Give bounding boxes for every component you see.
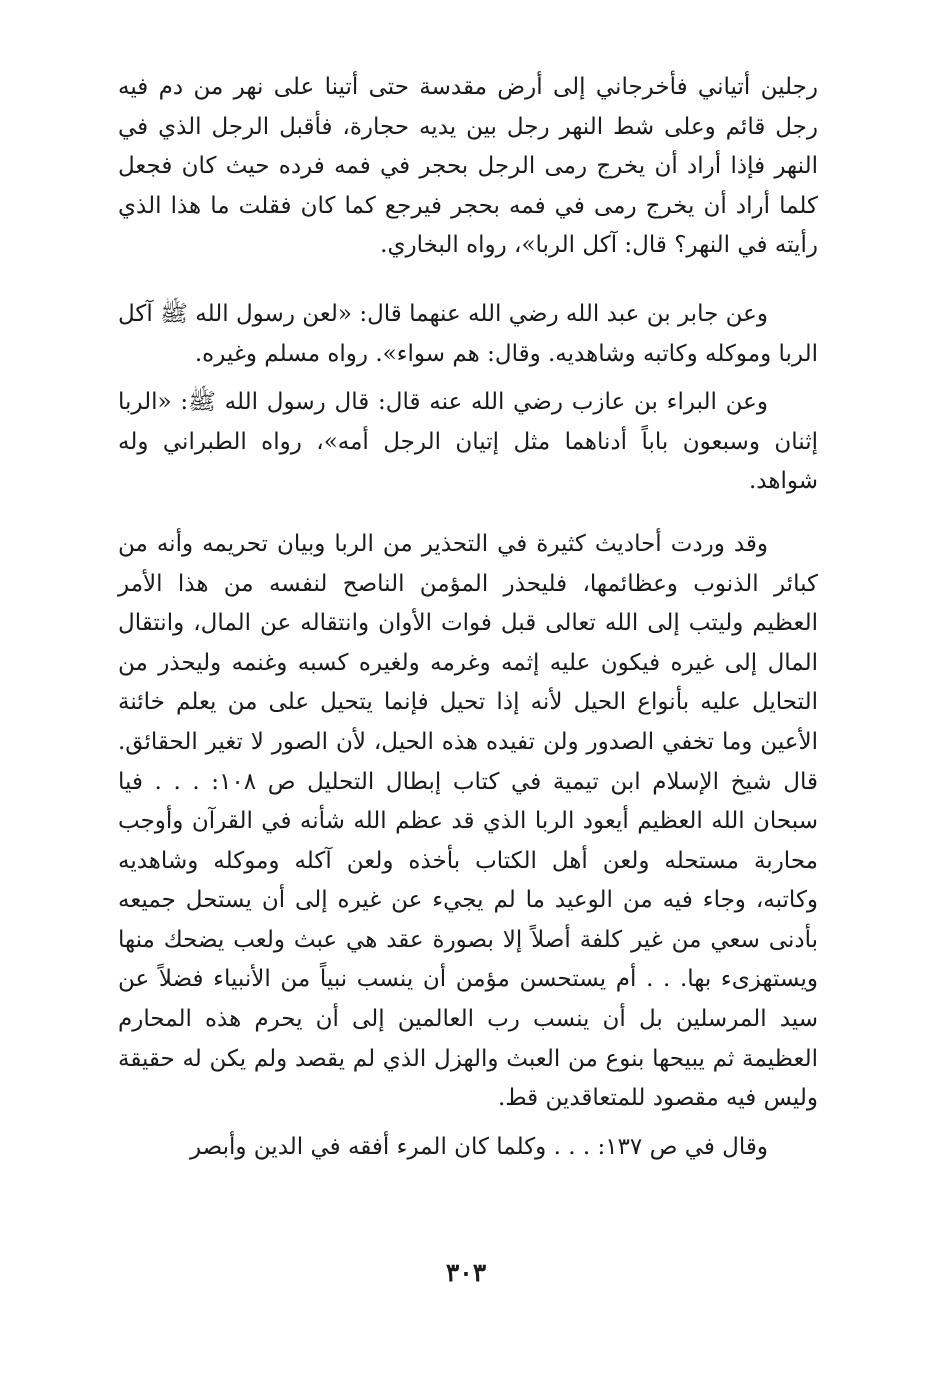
page-number: ٣٠٣ xyxy=(445,1258,487,1287)
paragraph-hadith-continuation: رجلين أتياني فأخرجاني إلى أرض مقدسة حتى أتينا على نهر من دم فيه رجل قائم وعلى شط النهر رجل بين يديه حجارة، فأقبل الرجل الذي في النهر فإذا أراد أن يخرج رمى الرجل بحجر في فمه فرده حيث كان فجعل كلما أراد أن يخرج رمى في فمه بحجر فيرجع كما كان فقلت ما هذا الذي رأيته في النهر؟ قال: آكل الربا»، رواه البخاري. xyxy=(118,74,818,259)
paragraph-jabir-hadith: وعن جابر بن عبد الله رضي الله عنهما قال: «لعن رسول الله ﷺ آكل الربا وموكله وكاتبه وشاهديه. وقال: هم سواء». رواه مسلم وغيره. xyxy=(118,300,818,367)
paragraph-warning-commentary: وقد وردت أحاديث كثيرة في التحذير من الربا وبيان تحريمه وأنه من كبائر الذنوب وعظائمها، فليحذر المؤمن الناصح لنفسه من هذا الأمر العظيم وليتب إلى الله تعالى قبل فوات الأوان وانتقاله عن المال، وانتقال المال إلى غيره فيكون عليه إثمه وغرمه ولغيره كسبه وغنمه وليحذر من التحايل عليه بأنواع الحيل لأنه إذا تحيل فإنما يتحيل على من يعلم خائنة الأعين وما تخفي الصدور ولن تفيده هذه الحيل، لأن الصور لا تغير الحقائق. قال شيخ الإسلام ابن تيمية في كتاب إبطال التحليل ص ١٠٨: . . . فيا سبحان الله العظيم أيعود الربا الذي قد عظم الله شأنه في القرآن وأوجب محاربة مستحله ولعن أهل الكتاب بأخذه ولعن آكله وموكله وشاهديه وكاتبه، وجاء فيه من الوعيد ما لم يجيء عن غيره إلى أن يستحل جميعه بأدنى سعي من غير كلفة أصلاً إلا بصورة عقد هي عبث ولعب يضحك منها ويستهزىء بها. . . أم يستحسن مؤمن أن ينسب نبياً من الأنبياء فضلاً عن سيد المرسلين بل أن ينسب رب العالمين إلى أن يحرم هذه المحارم العظيمة ثم يبيحها بنوع من العبث والهزل الذي لم يقصد ولم يكن له حقيقة وليس فيه مقصود للمتعاقدين قط. xyxy=(118,530,819,1112)
paragraph-baraa-hadith: وعن البراء بن عازب رضي الله عنه قال: قال رسول الله ﷺ: «الربا إثنان وسبعون باباً أدناهما مثل إتيان الرجل أمه»، رواه الطبراني وله شواهد. xyxy=(118,389,818,495)
paragraph-ibn-taymiyya-quote-start: وقال في ص ١٣٧: . . . وكلما كان المرء أفقه في الدين وأبصر xyxy=(189,1133,768,1160)
page-body xyxy=(118,68,818,1167)
